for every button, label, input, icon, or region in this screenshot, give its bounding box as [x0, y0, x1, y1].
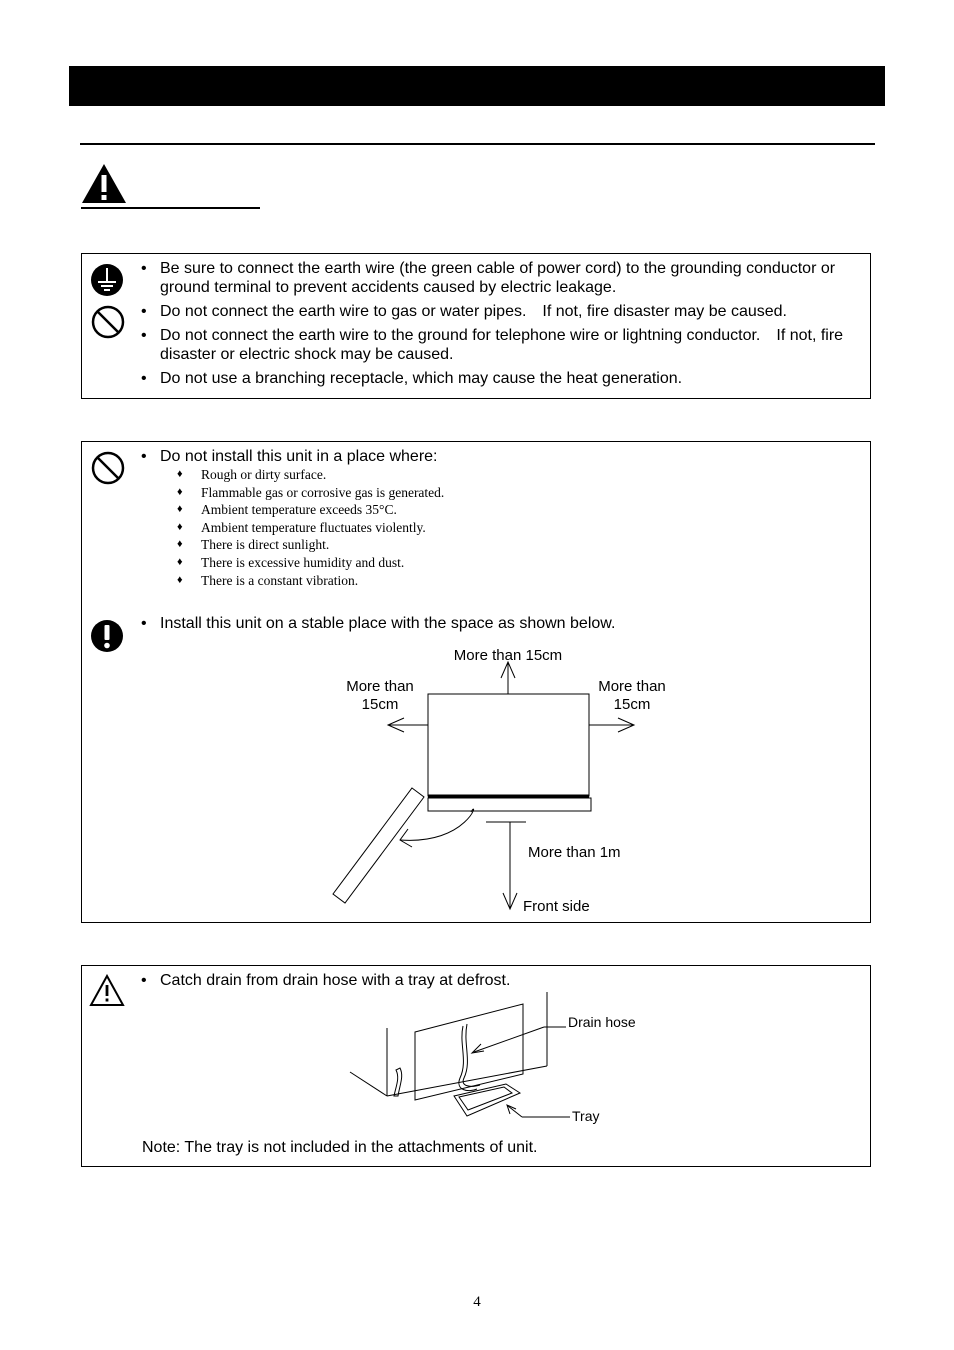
prohibited-icon: [91, 305, 125, 339]
list-item: ♦ Ambient temperature exceeds 35°C.: [177, 501, 777, 519]
list-item: • Catch drain from drain hose with a tray at defrost.: [141, 971, 861, 990]
list-item: • Do not connect the earth wire to gas or water pipes. If not, fire disaster may be caused.: [141, 302, 863, 321]
list-item: • Do not use a branching receptacle, which may cause the heat generation.: [141, 369, 863, 388]
warning-triangle-icon: [81, 163, 127, 205]
tray-label: Tray: [572, 1108, 600, 1124]
top-rule: [80, 143, 875, 145]
installation-box: [81, 441, 871, 923]
right-clearance-line1: More than: [598, 678, 666, 695]
right-clearance-label: [587, 678, 677, 714]
list-item: • Be sure to connect the earth wire (the green cable of power cord) to the grounding conductor or ground terminal to prevent accidents caused by electric leakage.: [141, 259, 863, 297]
drain-hose-label: Drain hose: [568, 1014, 636, 1030]
list-item: • Do not connect the earth wire to the ground for telephone wire or lightning conductor. If not, fire disaster or electric shock may be caused.: [141, 326, 863, 364]
tray-note: Note: The tray is not included in the attachments of unit.: [142, 1139, 538, 1156]
front-side-label: Front side: [523, 898, 590, 915]
drain-box: [81, 965, 871, 1167]
list-item: • Do not install this unit in a place where:: [141, 447, 861, 466]
front-clearance-label: More than 1m: [528, 844, 621, 861]
right-clearance-line2: 15cm: [613, 696, 651, 713]
list-item: ♦ There is excessive humidity and dust.: [177, 554, 777, 572]
list-item: ♦ Ambient temperature fluctuates violently.: [177, 519, 777, 537]
clearance-diagram: [82, 442, 872, 924]
list-item: ♦ There is a constant vibration.: [177, 572, 777, 590]
warning-underline: [81, 207, 260, 209]
left-clearance-line1: More than: [346, 678, 414, 695]
list-item: ♦ Flammable gas or corrosive gas is generated.: [177, 484, 777, 502]
earth-wire-box: [81, 253, 871, 399]
earth-wire-list: [141, 259, 863, 393]
page-number: 4: [473, 1294, 481, 1310]
left-clearance-label: [335, 678, 425, 714]
ground-icon: [90, 263, 124, 297]
list-item: ♦ Rough or dirty surface.: [177, 466, 777, 484]
top-clearance-label: More than 15cm: [453, 647, 563, 664]
left-clearance-line2: 15cm: [361, 696, 399, 713]
list-item: ♦ There is direct sunlight.: [177, 536, 777, 554]
list-item: • Install this unit on a stable place with the space as shown below.: [141, 614, 861, 633]
section-header-bar: [69, 66, 885, 106]
